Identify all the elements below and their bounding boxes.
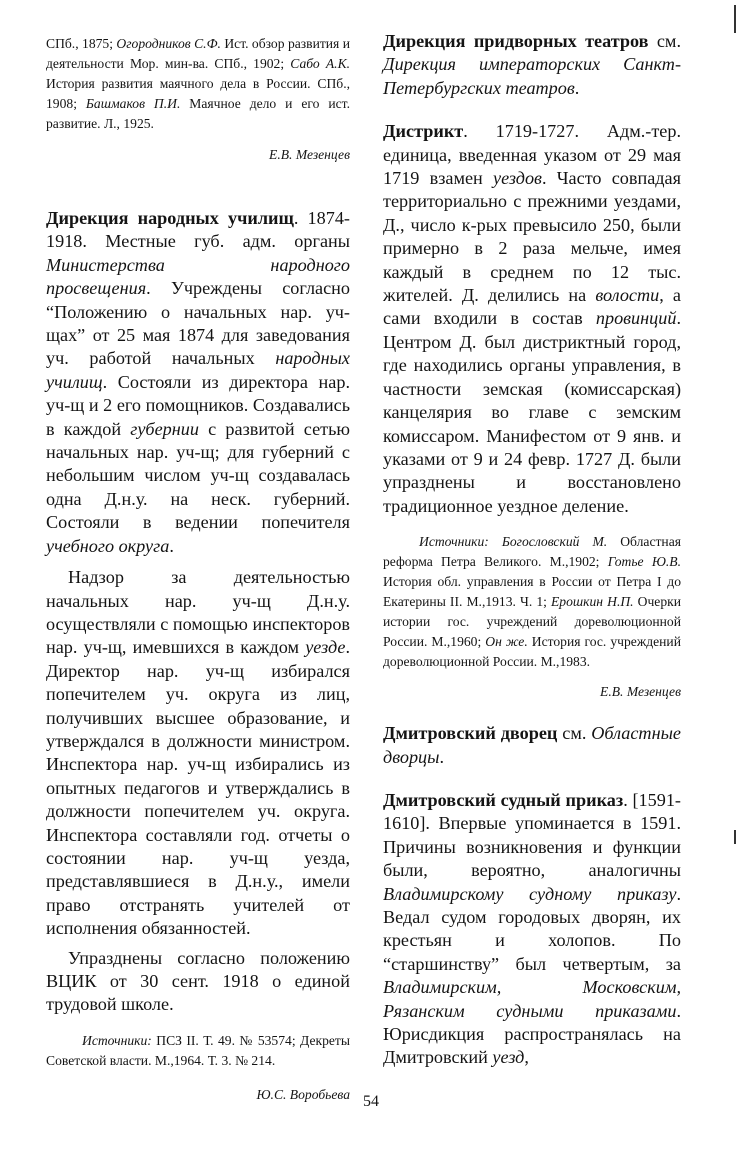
entry-paragraph: Упразднены согласно положению ВЦИК от 30 сент. 1918 о единой трудовой школе. [46, 947, 350, 1015]
entry-sources: Источники: ПСЗ II. Т. 49. № 53574; Декреты Советской власти. М.,1964. Т. 3. № 214. [46, 1032, 350, 1068]
entry-headword: Дмитровский дворец [383, 723, 558, 744]
scan-edge-mark [734, 5, 736, 33]
entry-headword: Дирекция народных училищ [46, 208, 294, 228]
entry-distrikt: Дистрикт. 1719-1727. Адм.-тер. единица, введенная указом от 29 мая 1719 взамен уездов. Часто совпадая территориально с прежними уездами, Д., число к-рых превысило 250, были примерно в 2 раза мельче, имея каждый в среднем по 12 тыс. жителей. Д. делились на волости, а сами входили в состав провинций. Центром Д. был дистриктный город, где находились органы управления, в частности земская (комиссарская) канцелярия во главе с земским комиссаром. Манифестом от 9 янв. и указами от 9 и 24 февр. 1727 Д. были упразднены и восстановлено традиционное уездное деление. [383, 121, 681, 516]
previous-entry-references: СПб., 1875; Огородников С.Ф. Ист. обзор развития и деятельности Мор. мин-ва. СПб., 1902; Сабо А.К. История развития маячного дела в России. СПб., 1908; Башмаков П.И. Маячное дело и его ист. развитие. Л., 1925. [46, 36, 351, 131]
author-signature: Е.В. Мезенцев [269, 147, 350, 162]
entry-dmitrovskiy-sudnyy-prikaz: Дмитровский судный приказ. [1591-1610]. Впервые упоминается в 1591. Причины возникновения и функции были, вероятно, аналогичны Владимирскому судному приказу. Ведал судом городовых дворян, их крестьян и холопов. По “старшинству” был четвертым, за Владимирским, Московским, Рязанским судными приказами. Юрисдикция распространялась на Дмитровский уезд, [383, 789, 681, 1068]
page-number: 54 [363, 1093, 379, 1110]
author-signature: Ю.С. Воробьева [256, 1086, 350, 1102]
right-column [383, 30, 681, 1070]
entry-headword: Дистрикт [383, 121, 464, 142]
author-signature: Е.В. Мезенцев [600, 684, 681, 700]
entry-paragraph: Надзор за деятельностью начальных нар. уч-щ Д.н.у. осуществляли с помощью инспекторов нар. уч-щ, имевшихся в каждом уезде. Директор нар. уч-щ избирался попечителем уч. округа из лиц, получивших высшее образование, и утверждался в должности министром. Инспектора нар. уч-щ избирались из опытных педагогов и утверждались в должности попечителем уч. округа. Инспектора составляли год. отчеты о состоянии нар. уч-щ уезда, представлявшиеся в Д.н.у., имели право отстранять учителей от исполнения обязанностей. [46, 567, 350, 939]
entry-headword: Дирекция придворных театров [383, 31, 649, 51]
entry-direktsiya-pridvornykh-teatrov: Дирекция придворных театров см. Дирекция императорских Санкт-Петербургских театров. [383, 31, 681, 98]
left-column [46, 30, 350, 1105]
entry-dmitrovskiy-dvorets: Дмитровский дворец см. Областные дворцы. [383, 723, 681, 767]
entry-sources: Источники: Богословский М. Областная реформа Петра Великого. М.,1902; Готье Ю.В. История обл. управления в России от Петра I до Екатерины II. М.,1913. Ч. 1; Ерошкин Н.П. Очерки истории гос. учреждений дореволюционной России. М.,1960; Он же. История гос. учреждений дореволюционной России. М.,1983. [383, 534, 682, 670]
entry-direktsiya-narodnykh-uchilishch: Дирекция народных училищ. 1874-1918. Местные губ. адм. органы Министерства народного просвещения. Учреждены согласно “Положению о начальных нар. уч-щах” от 25 мая 1874 для заведования уч. работой начальных народных училищ. Состояли из директора нар. уч-щ и 2 его помощников. Создавались в каждой губернии с развитой сетью начальных нар. уч-щ; для губерний с небольшим числом уч-щ создавалась одна Д.н.у. на неск. губерний. Состояли в ведении попечителя учебного округа. [46, 208, 350, 556]
entry-headword: Дмитровский судный приказ [383, 789, 624, 810]
scan-edge-mark [734, 830, 736, 844]
